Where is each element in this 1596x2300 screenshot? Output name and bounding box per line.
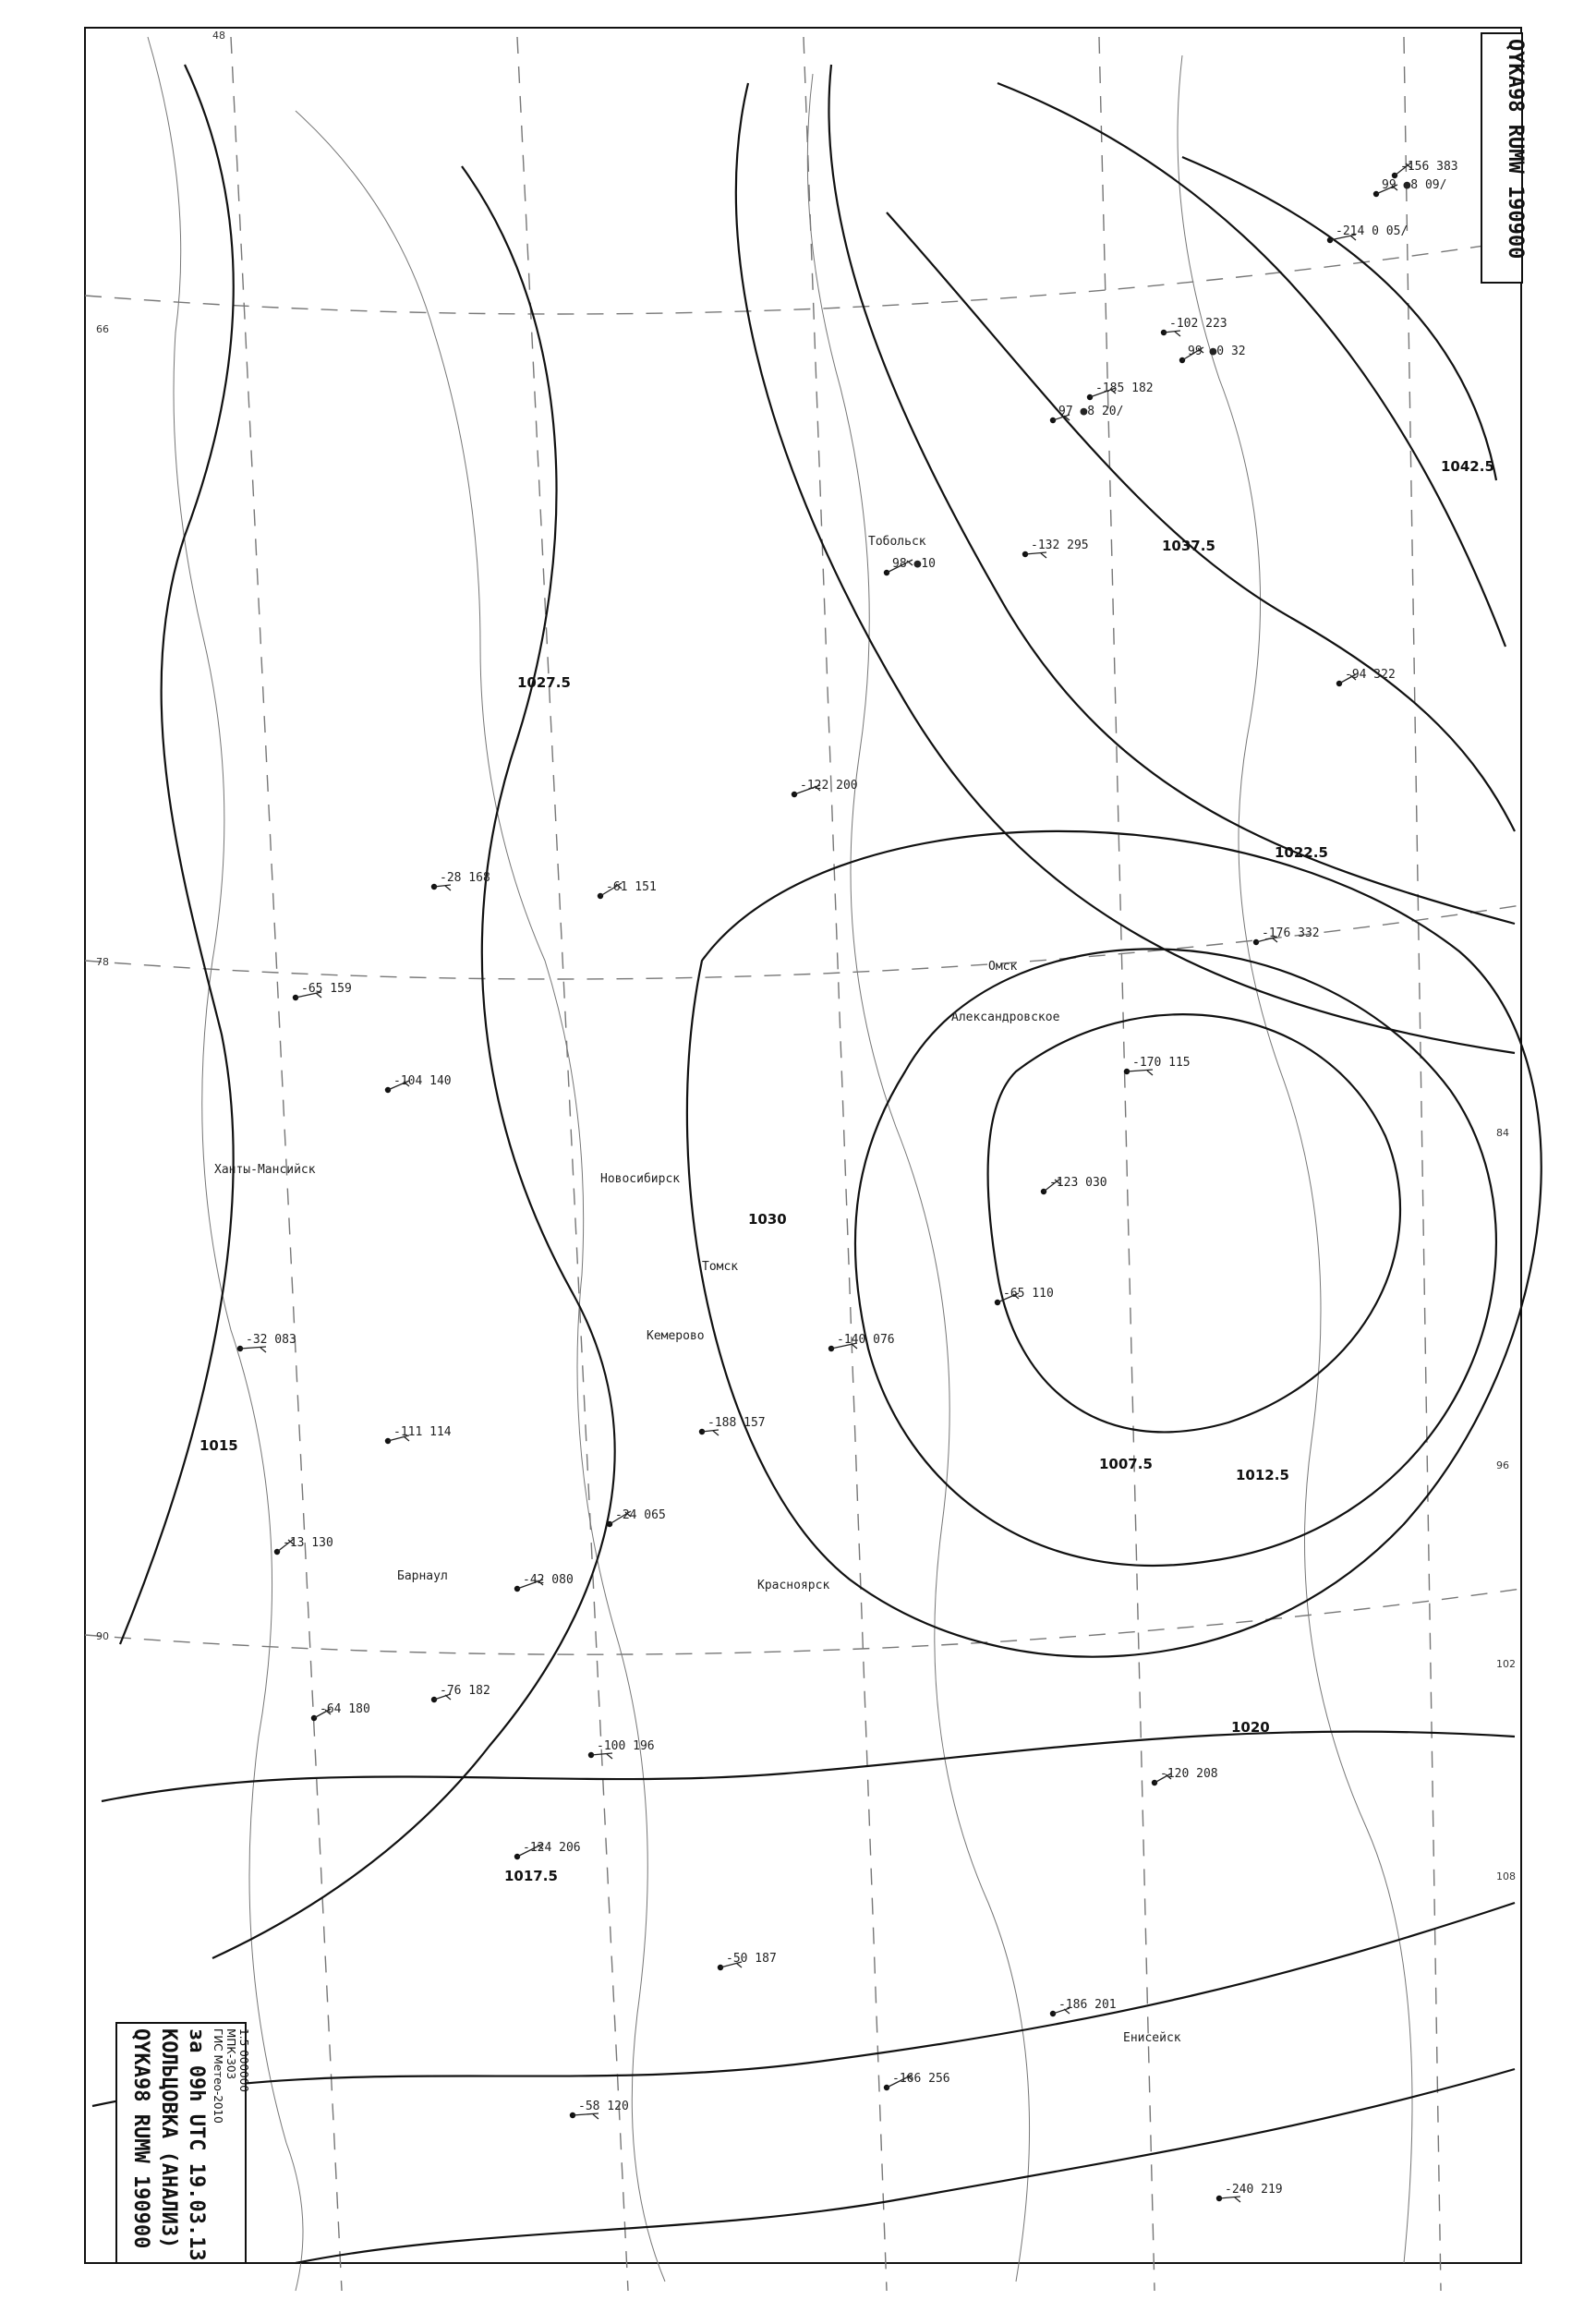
graticule-line (1099, 37, 1155, 2291)
graticule-line (85, 1589, 1521, 1654)
footer-credit: 1:5 000000 (237, 2028, 250, 2092)
station-label: -102 223 (1169, 317, 1227, 331)
station-plot (828, 1333, 895, 1351)
station-plot (1041, 1176, 1107, 1194)
station-label: -64 180 (320, 1702, 370, 1716)
place-label: Ханты-Мансийск (214, 1163, 316, 1177)
wind-barb (573, 2113, 598, 2119)
station-label: -123 030 (1049, 1176, 1107, 1190)
coast-line (296, 111, 665, 2282)
place-label: Александровское (951, 1011, 1060, 1024)
isobar-label: 1007.5 (1099, 1456, 1153, 1472)
isobar-label: 1012.5 (1236, 1467, 1289, 1483)
station-label: -132 295 (1031, 539, 1089, 552)
station-plot (598, 880, 657, 899)
isobar-label: 1027.5 (517, 674, 571, 691)
station-plot (431, 1684, 490, 1702)
isobar-line (988, 1014, 1400, 1432)
station-plot (1087, 381, 1154, 400)
wind-barb (1127, 1070, 1153, 1075)
lat-label: 78 (96, 956, 109, 968)
station-label: -100 196 (597, 1739, 655, 1753)
station-plot (1373, 178, 1447, 197)
station-plot (588, 1739, 655, 1759)
place-label: Омск (988, 960, 1018, 974)
station-plot (884, 2072, 950, 2090)
footer-box (116, 2023, 250, 2263)
station-plot (884, 557, 936, 575)
station-plot (718, 1952, 777, 1970)
station-plot (792, 779, 858, 797)
isobar-label: 1017.5 (504, 1868, 558, 1884)
station-plot (1336, 668, 1396, 686)
station-plot (514, 1573, 574, 1592)
station-plot (1050, 405, 1124, 423)
station-label: -65 159 (301, 982, 352, 996)
station-label: -28 168 (440, 871, 490, 885)
station-label: -122 200 (800, 779, 858, 793)
station-plot (699, 1416, 766, 1435)
station-label: -170 115 (1132, 1056, 1191, 1070)
station-label: -76 182 (440, 1684, 490, 1698)
graticule-line (85, 905, 1521, 979)
station-label: -186 201 (1058, 1998, 1117, 2012)
station-plot (1253, 926, 1320, 945)
station-plot (1124, 1056, 1191, 1075)
footer-credit: МПК-303 (224, 2028, 237, 2080)
station-label: -94 322 (1345, 668, 1396, 682)
place-label: Барнаул (397, 1569, 448, 1583)
station-label: -166 256 (892, 2072, 950, 2086)
station-label: -104 140 (393, 1074, 452, 1088)
graticule-line (1404, 37, 1441, 2291)
isobar-label: 1037.5 (1162, 538, 1215, 554)
station-plot (293, 982, 352, 1000)
graticule-line (804, 37, 887, 2291)
lat-label: 84 (1496, 1127, 1509, 1139)
place-label: Новосибирск (600, 1172, 681, 1186)
wind-barb (240, 1347, 266, 1352)
isobar-line (212, 166, 615, 1958)
station-label: 99 ●8 09/ (1382, 178, 1447, 192)
station-label: 97 ●8 20/ (1058, 405, 1124, 418)
station-plot (1022, 539, 1089, 558)
station-plot (237, 1333, 296, 1352)
lat-label: 108 (1496, 1870, 1516, 1882)
place-label: Томск (702, 1260, 739, 1274)
wind-barb (1219, 2197, 1240, 2202)
station-plot (1161, 317, 1227, 336)
header-code: QYKA98 RUMW 190900 (1504, 39, 1527, 260)
isobar-line (102, 1732, 1515, 1801)
place-label: Тобольск (868, 535, 926, 549)
footer-valid-time: за 09h UTC 19.03.13 (185, 2028, 208, 2261)
isobar-labels (200, 458, 1494, 1884)
station-label: -214 0 05/ (1336, 224, 1409, 238)
wind-barb (1025, 552, 1046, 558)
isobar-line (887, 212, 1515, 831)
isobar-label: 1042.5 (1441, 458, 1494, 475)
station-label: 99 ●0 32 (1188, 345, 1246, 358)
station-label: -156 383 (1400, 160, 1458, 174)
station-label: -111 114 (393, 1425, 452, 1439)
station-label: -24 065 (615, 1508, 666, 1522)
lat-label: 90 (96, 1630, 109, 1642)
station-label: -13 130 (283, 1536, 333, 1550)
station-label: -140 076 (837, 1333, 895, 1347)
station-label: 98 ●10 (892, 557, 936, 571)
station-label: -50 187 (726, 1952, 777, 1966)
station-plot (274, 1536, 333, 1555)
footer-code: QYKA98 RUMW 190900 (129, 2028, 152, 2249)
place-label: Кемерово (647, 1329, 705, 1343)
station-plot (385, 1425, 452, 1444)
station-plot (431, 871, 490, 890)
station-label: -42 080 (523, 1573, 574, 1587)
graticule-line (517, 37, 628, 2291)
station-plot (311, 1702, 370, 1721)
isobar-label: 1020 (1231, 1719, 1270, 1736)
station-plot (1179, 345, 1246, 363)
lat-label: 48 (212, 30, 225, 42)
station-label: -176 332 (1262, 926, 1320, 940)
station-plots (237, 160, 1458, 2202)
lat-label: 66 (96, 323, 109, 335)
isobar-line (296, 2069, 1515, 2263)
station-label: -124 206 (523, 1841, 581, 1855)
isobar-line (1182, 157, 1496, 480)
isobar-label: 1030 (748, 1211, 787, 1228)
station-plot (1216, 2183, 1283, 2202)
footer-title: КОЛЬЦОВКА (АНАЛИЗ) (157, 2028, 180, 2249)
graticule-line (85, 240, 1521, 314)
coast-line (1178, 55, 1412, 2263)
station-label: -65 110 (1003, 1287, 1054, 1301)
isobar-line (855, 949, 1496, 1566)
lat-label: 102 (1496, 1658, 1516, 1670)
station-label: -32 083 (246, 1333, 296, 1347)
station-label: -185 182 (1095, 381, 1154, 395)
isobar-label: 1015 (200, 1437, 238, 1454)
station-plot (1392, 160, 1458, 178)
station-label: -120 208 (1160, 1767, 1218, 1781)
station-plot (1327, 224, 1408, 243)
lat-labels (96, 30, 1516, 1882)
station-label: -240 219 (1225, 2183, 1283, 2197)
header-box (1481, 33, 1527, 283)
isobar-line (687, 831, 1542, 1657)
map-frame (85, 28, 1521, 2263)
station-plot (607, 1508, 666, 1527)
station-label: -58 120 (578, 2100, 629, 2113)
place-label: Красноярск (757, 1579, 830, 1592)
station-label: -188 157 (707, 1416, 766, 1430)
place-label: Енисейск (1123, 2031, 1181, 2045)
station-plot (514, 1841, 581, 1859)
station-plot (1152, 1767, 1218, 1786)
coast-line (807, 74, 1029, 2282)
isobar-line (92, 1903, 1515, 2106)
station-plot (385, 1074, 452, 1093)
station-label: -61 151 (606, 880, 657, 894)
isobar-label: 1022.5 (1275, 844, 1328, 861)
lat-label: 96 (1496, 1459, 1509, 1471)
coastlines (148, 37, 1412, 2291)
footer-credit: ГИС Метео-2010 (212, 2028, 224, 2124)
